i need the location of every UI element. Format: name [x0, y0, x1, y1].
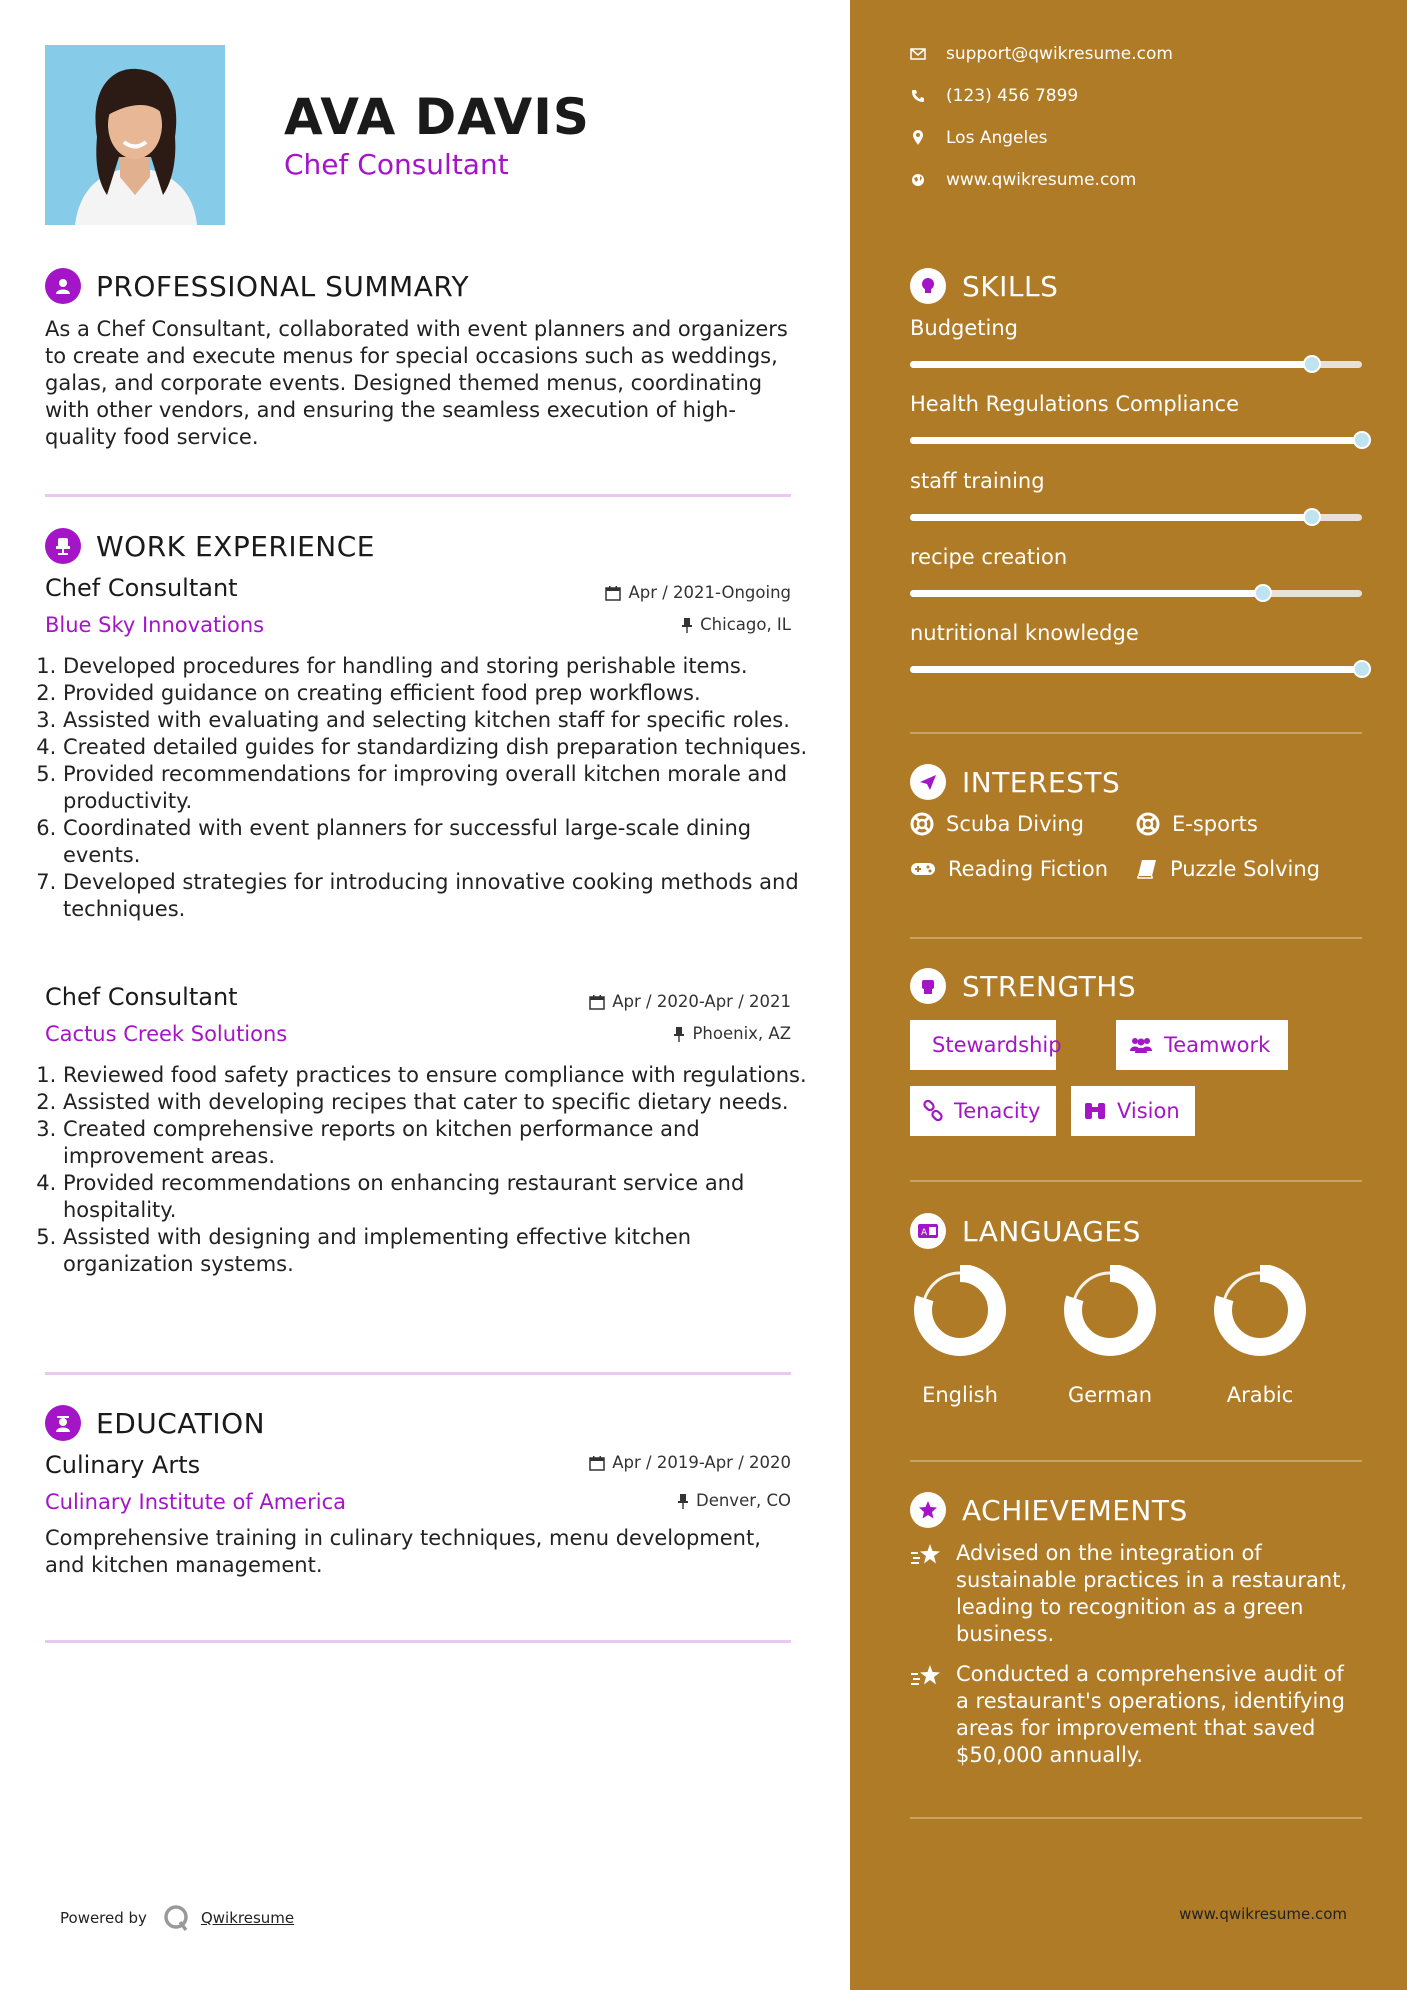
shooting-star-icon	[910, 1661, 944, 1769]
skill-bar-fill	[910, 361, 1312, 368]
list-item: 3. Assisted with evaluating and selecting kitchen staff for specific roles.	[63, 707, 823, 734]
skill-bar	[910, 590, 1362, 597]
job-duties-list	[45, 653, 823, 923]
pin-icon	[681, 617, 693, 633]
skill-bar	[910, 361, 1362, 368]
envelope-icon	[910, 46, 926, 62]
strength-label: Tenacity	[954, 1099, 1041, 1123]
lifebuoy-icon	[1136, 812, 1160, 836]
job-location	[673, 1024, 791, 1043]
phone-icon	[910, 88, 926, 104]
list-item: 1. Developed procedures for handling and storing perishable items.	[63, 653, 823, 680]
graduate-icon	[45, 1405, 81, 1441]
section-divider	[910, 732, 1362, 734]
list-item: 1. Reviewed food safety practices to ensure compliance with regulations.	[63, 1062, 823, 1089]
interest-item	[1136, 857, 1320, 881]
interest-label: Puzzle Solving	[1170, 857, 1320, 881]
job-company: Cactus Creek Solutions	[45, 1022, 288, 1046]
job-location	[681, 615, 791, 634]
interest-label: Scuba Diving	[946, 812, 1084, 836]
powered-by-label: Powered by	[60, 1909, 147, 1927]
education-title: EDUCATION	[96, 1406, 266, 1440]
contact-email	[910, 44, 1173, 64]
footer-website[interactable]: www.qwikresume.com	[1179, 1905, 1347, 1923]
strength-badge	[1116, 1020, 1288, 1070]
link-icon	[922, 1100, 944, 1122]
fist-icon	[910, 968, 946, 1004]
strengths-title: STRENGTHS	[962, 969, 1137, 1003]
section-divider	[910, 1817, 1362, 1819]
interest-label: E-sports	[1172, 812, 1258, 836]
strength-badge	[910, 1020, 1062, 1070]
job-dates	[605, 583, 791, 602]
shooting-star-icon	[910, 1540, 944, 1648]
school-name: Culinary Institute of America	[45, 1490, 346, 1514]
book-icon	[1136, 858, 1158, 880]
interest-item	[1136, 812, 1258, 836]
svg-text:A: A	[921, 1228, 928, 1238]
section-divider	[45, 494, 791, 497]
skill-bar-knob	[1353, 660, 1371, 678]
degree-title: Culinary Arts	[45, 1451, 201, 1479]
education-dates	[589, 1453, 791, 1472]
achievement-item	[910, 1540, 1362, 1648]
language-item	[895, 1265, 1025, 1407]
job-duties-list	[45, 1062, 823, 1278]
skill-label: staff training	[910, 469, 1045, 493]
qwikresume-logo-icon	[161, 1903, 191, 1933]
powered-by	[60, 1903, 294, 1933]
interests-title: INTERESTS	[962, 765, 1121, 799]
strength-label: Stewardship	[932, 1033, 1062, 1057]
achievement-item	[910, 1661, 1362, 1769]
job-title: Chef Consultant	[45, 983, 238, 1011]
job-location-text: Phoenix, AZ	[692, 1024, 791, 1043]
language-label: English	[922, 1383, 998, 1407]
contact-phone	[910, 86, 1078, 106]
skill-bar-knob	[1254, 584, 1272, 602]
language-label: German	[1067, 1383, 1153, 1407]
job-dates-text: Apr / 2020-Apr / 2021	[612, 992, 791, 1011]
achievement-text: Conducted a comprehensive audit of a restaurant's operations, identifying areas for improvement that saved $50,000 annually.	[956, 1662, 1345, 1767]
calendar-icon	[589, 1455, 605, 1471]
language-label: Arabic	[1226, 1383, 1294, 1407]
achievement-text: Advised on the integration of sustainable practices in a restaurant, leading to recognition as a green business.	[956, 1541, 1348, 1646]
globe-icon	[910, 172, 926, 188]
achievements-heading	[910, 1492, 1188, 1528]
experience-title: WORK EXPERIENCE	[96, 529, 375, 563]
strengths-heading	[910, 968, 1136, 1004]
skill-bar	[910, 514, 1362, 521]
education-description: Comprehensive training in culinary techniques, menu development, and kitchen management.	[45, 1526, 761, 1577]
skill-label: Health Regulations Compliance	[910, 392, 1239, 416]
skill-label: nutritional knowledge	[910, 621, 1139, 645]
language-item	[1045, 1265, 1175, 1407]
map-marker-icon	[910, 130, 926, 146]
skill-bar-knob	[1303, 355, 1321, 373]
languages-title: LANGUAGES	[962, 1214, 1141, 1248]
calendar-icon	[605, 585, 621, 601]
language-item	[1195, 1265, 1325, 1407]
skills-title: SKILLS	[962, 269, 1059, 303]
job-title: Chef Consultant	[45, 574, 238, 602]
list-item: 4. Provided recommendations on enhancing restaurant service and hospitality.	[63, 1170, 823, 1224]
candidate-role: Chef Consultant	[284, 148, 509, 181]
summary-title: PROFESSIONAL SUMMARY	[96, 269, 470, 303]
list-item: 4. Created detailed guides for standardizing dish preparation techniques.	[63, 734, 823, 761]
skill-bar-knob	[1303, 508, 1321, 526]
strength-label: Vision	[1117, 1099, 1180, 1123]
translate-icon	[910, 1213, 946, 1249]
website-text[interactable]: www.qwikresume.com	[946, 170, 1137, 190]
binoculars-icon	[1083, 1101, 1107, 1121]
list-item: 2. Assisted with developing recipes that cater to specific dietary needs.	[63, 1089, 823, 1116]
paper-plane-icon	[910, 764, 946, 800]
strength-badge	[910, 1086, 1056, 1136]
section-divider	[910, 1180, 1362, 1182]
email-text: support@qwikresume.com	[946, 44, 1173, 64]
section-divider	[45, 1640, 791, 1643]
languages-heading	[910, 1213, 1141, 1249]
strength-badge	[1071, 1086, 1195, 1136]
interest-label: Reading Fiction	[948, 857, 1109, 881]
contact-website	[910, 170, 1136, 190]
skill-bar	[910, 666, 1362, 673]
skill-label: Budgeting	[910, 316, 1019, 340]
skill-bar-knob	[1353, 431, 1371, 449]
section-divider	[910, 1460, 1362, 1462]
candidate-name: AVA DAVIS	[284, 88, 590, 146]
phone-text: (123) 456 7899	[946, 86, 1079, 106]
interest-item	[910, 857, 1108, 881]
section-divider	[910, 937, 1362, 939]
qwikresume-link[interactable]: Qwikresume	[200, 1909, 295, 1927]
job-company: Blue Sky Innovations	[45, 613, 265, 637]
list-item: 5. Assisted with designing and implementing effective kitchen organization systems.	[63, 1224, 823, 1278]
achievements-title: ACHIEVEMENTS	[962, 1493, 1188, 1527]
calendar-icon	[589, 994, 605, 1010]
skill-bar-fill	[910, 514, 1312, 521]
list-item: 3. Created comprehensive reports on kitchen performance and improvement areas.	[63, 1116, 823, 1170]
profile-photo	[45, 45, 225, 225]
education-location	[677, 1491, 791, 1510]
users-icon	[1128, 1036, 1154, 1054]
education-location-text: Denver, CO	[695, 1491, 791, 1510]
list-item: 2. Provided guidance on creating efficient food prep workflows.	[63, 680, 823, 707]
list-item: 6. Coordinated with event planners for successful large-scale dining events.	[63, 815, 823, 869]
interests-heading	[910, 764, 1120, 800]
skills-heading	[910, 268, 1058, 304]
gamepad-icon	[910, 860, 936, 878]
language-ring	[895, 1265, 1025, 1375]
skill-bar	[910, 437, 1362, 444]
education-heading	[45, 1405, 265, 1441]
experience-heading	[45, 528, 375, 564]
user-icon	[45, 268, 81, 304]
lifebuoy-icon	[910, 812, 934, 836]
strength-label: Teamwork	[1164, 1033, 1271, 1057]
language-ring	[1045, 1265, 1175, 1375]
summary-heading	[45, 268, 469, 304]
summary-text: As a Chef Consultant, collaborated with event planners and organizers to create and execute menus for special occasions such as weddings, galas, and corporate events. Designed themed menus, coordinating with other vendors, and ensuring the seamless execution of high-quality food service.	[45, 317, 788, 449]
skill-bar-fill	[910, 437, 1362, 444]
interest-item	[910, 812, 1084, 836]
pin-icon	[673, 1026, 685, 1042]
section-divider	[45, 1372, 791, 1375]
list-item: 7. Developed strategies for introducing innovative cooking methods and techniques.	[63, 869, 823, 923]
pin-icon	[677, 1493, 689, 1509]
education-dates-text: Apr / 2019-Apr / 2020	[612, 1453, 791, 1472]
language-ring	[1195, 1265, 1325, 1375]
skill-label: recipe creation	[910, 545, 1068, 569]
lightbulb-icon	[910, 268, 946, 304]
star-badge-icon	[910, 1492, 946, 1528]
skill-bar-fill	[910, 590, 1263, 597]
job-dates-text: Apr / 2021-Ongoing	[628, 583, 791, 602]
contact-location	[910, 128, 1048, 148]
sidebar	[850, 0, 1407, 1990]
location-text: Los Angeles	[946, 128, 1048, 148]
list-item: 5. Provided recommendations for improving overall kitchen morale and productivity.	[63, 761, 823, 815]
skill-bar-fill	[910, 666, 1362, 673]
job-dates	[589, 992, 791, 1011]
job-location-text: Chicago, IL	[700, 615, 791, 634]
office-chair-icon	[45, 528, 81, 564]
